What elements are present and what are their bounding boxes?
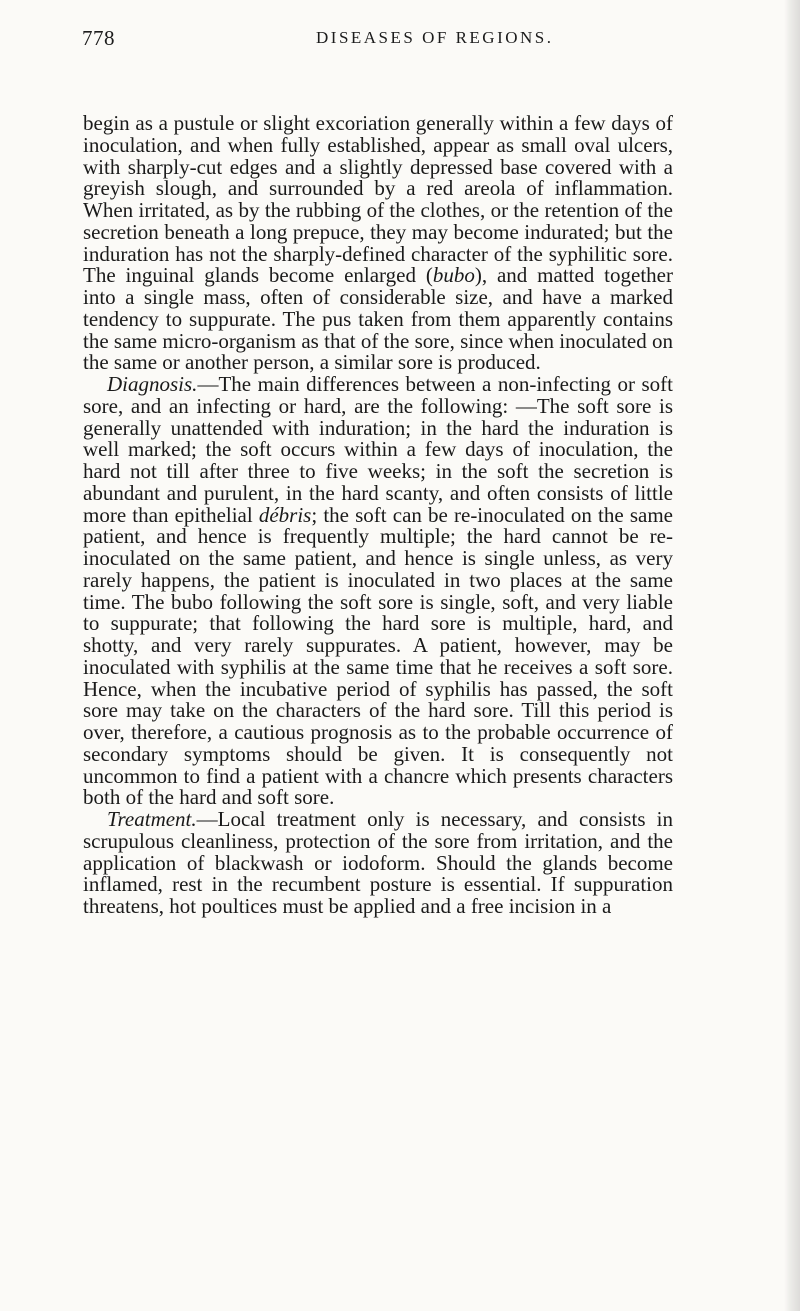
paragraph-diagnosis xyxy=(83,374,673,809)
treatment-text: —Local treatment only is necessary, and consists in scrupulous cleanliness, protection of the sore from irritation, and the application of blackwash or iodoform. Should the glands become inflamed, rest in the recumbent posture is essential. If suppuration threatens, hot poultices must be applied and a free incision in a xyxy=(83,807,673,918)
diagnosis-heading: Diagnosis. xyxy=(107,372,198,396)
italic-term-debris: débris xyxy=(258,502,312,527)
running-title: DISEASES OF REGIONS. xyxy=(316,28,554,47)
diagnosis-text-start: —The main differences between a non-infecting or soft sore, and an infecting or hard, are the following: —The soft sore is generally unattended with induration; in the hard the induration is well marked; the soft occurs within a few days of inoculation, the hard not till after three to five weeks; in the soft the secretion is abundant and purulent, in the hard scanty, and often consists of little more than epithelial xyxy=(83,372,673,527)
paragraph-treatment xyxy=(83,809,673,918)
body-text xyxy=(83,113,673,918)
page-edge-shadow xyxy=(784,0,800,1311)
italic-term-bubo: bubo xyxy=(432,263,475,288)
page-header xyxy=(82,26,782,66)
treatment-heading: Treatment. xyxy=(107,807,197,831)
diagnosis-text-end: ; the soft can be re-inoculated on the same patient, and hence is frequently multiple; the hard cannot be re-inoculated on the same patient, and hence is single unless, as very rarely happens, the patient is inoculated in two places at the same time. The bubo following the soft sore is single, soft, and very liable to suppurate; that following the hard sore is multiple, hard, and shotty, and very rarely suppurates. A patient, however, may be inoculated with syphilis at the same time that he receives a soft sore. Hence, when the incubative period of syphilis has passed, the soft sore may take on the characters of the hard sore. Till this period is over, therefore, a cautious prognosis as to the probable occurrence of secondary symptoms should be given. It is consequently not uncommon to find a patient with a chancre which presents characters both of the hard and soft sore. xyxy=(83,502,673,810)
paragraph-text-end: ), and matted together into a single mass, often of considerable size, and have a marked tendency to suppurate. The pus taken from them apparently contains the same micro-organism as that of the sore, since when inoculated on the same or another person, a similar sore is produced. xyxy=(83,263,673,375)
paragraph-text: begin as a pustule or slight excoriation generally within a few days of inoculation, and when fully established, appear as small oval ulcers, with sharply-cut edges and a slightly depressed base covered with a greyish slough, and surrounded by a red areola of inflammation. When irritated, as by the rubbing of the clothes, or the retention of the secretion beneath a long prepuce, they may become indurated; but the induration has not the sharply-defined character of the syphilitic sore. The inguinal glands become enlarged ( xyxy=(83,111,673,288)
paragraph-bubo xyxy=(83,113,673,374)
page-number: 778 xyxy=(82,26,115,50)
